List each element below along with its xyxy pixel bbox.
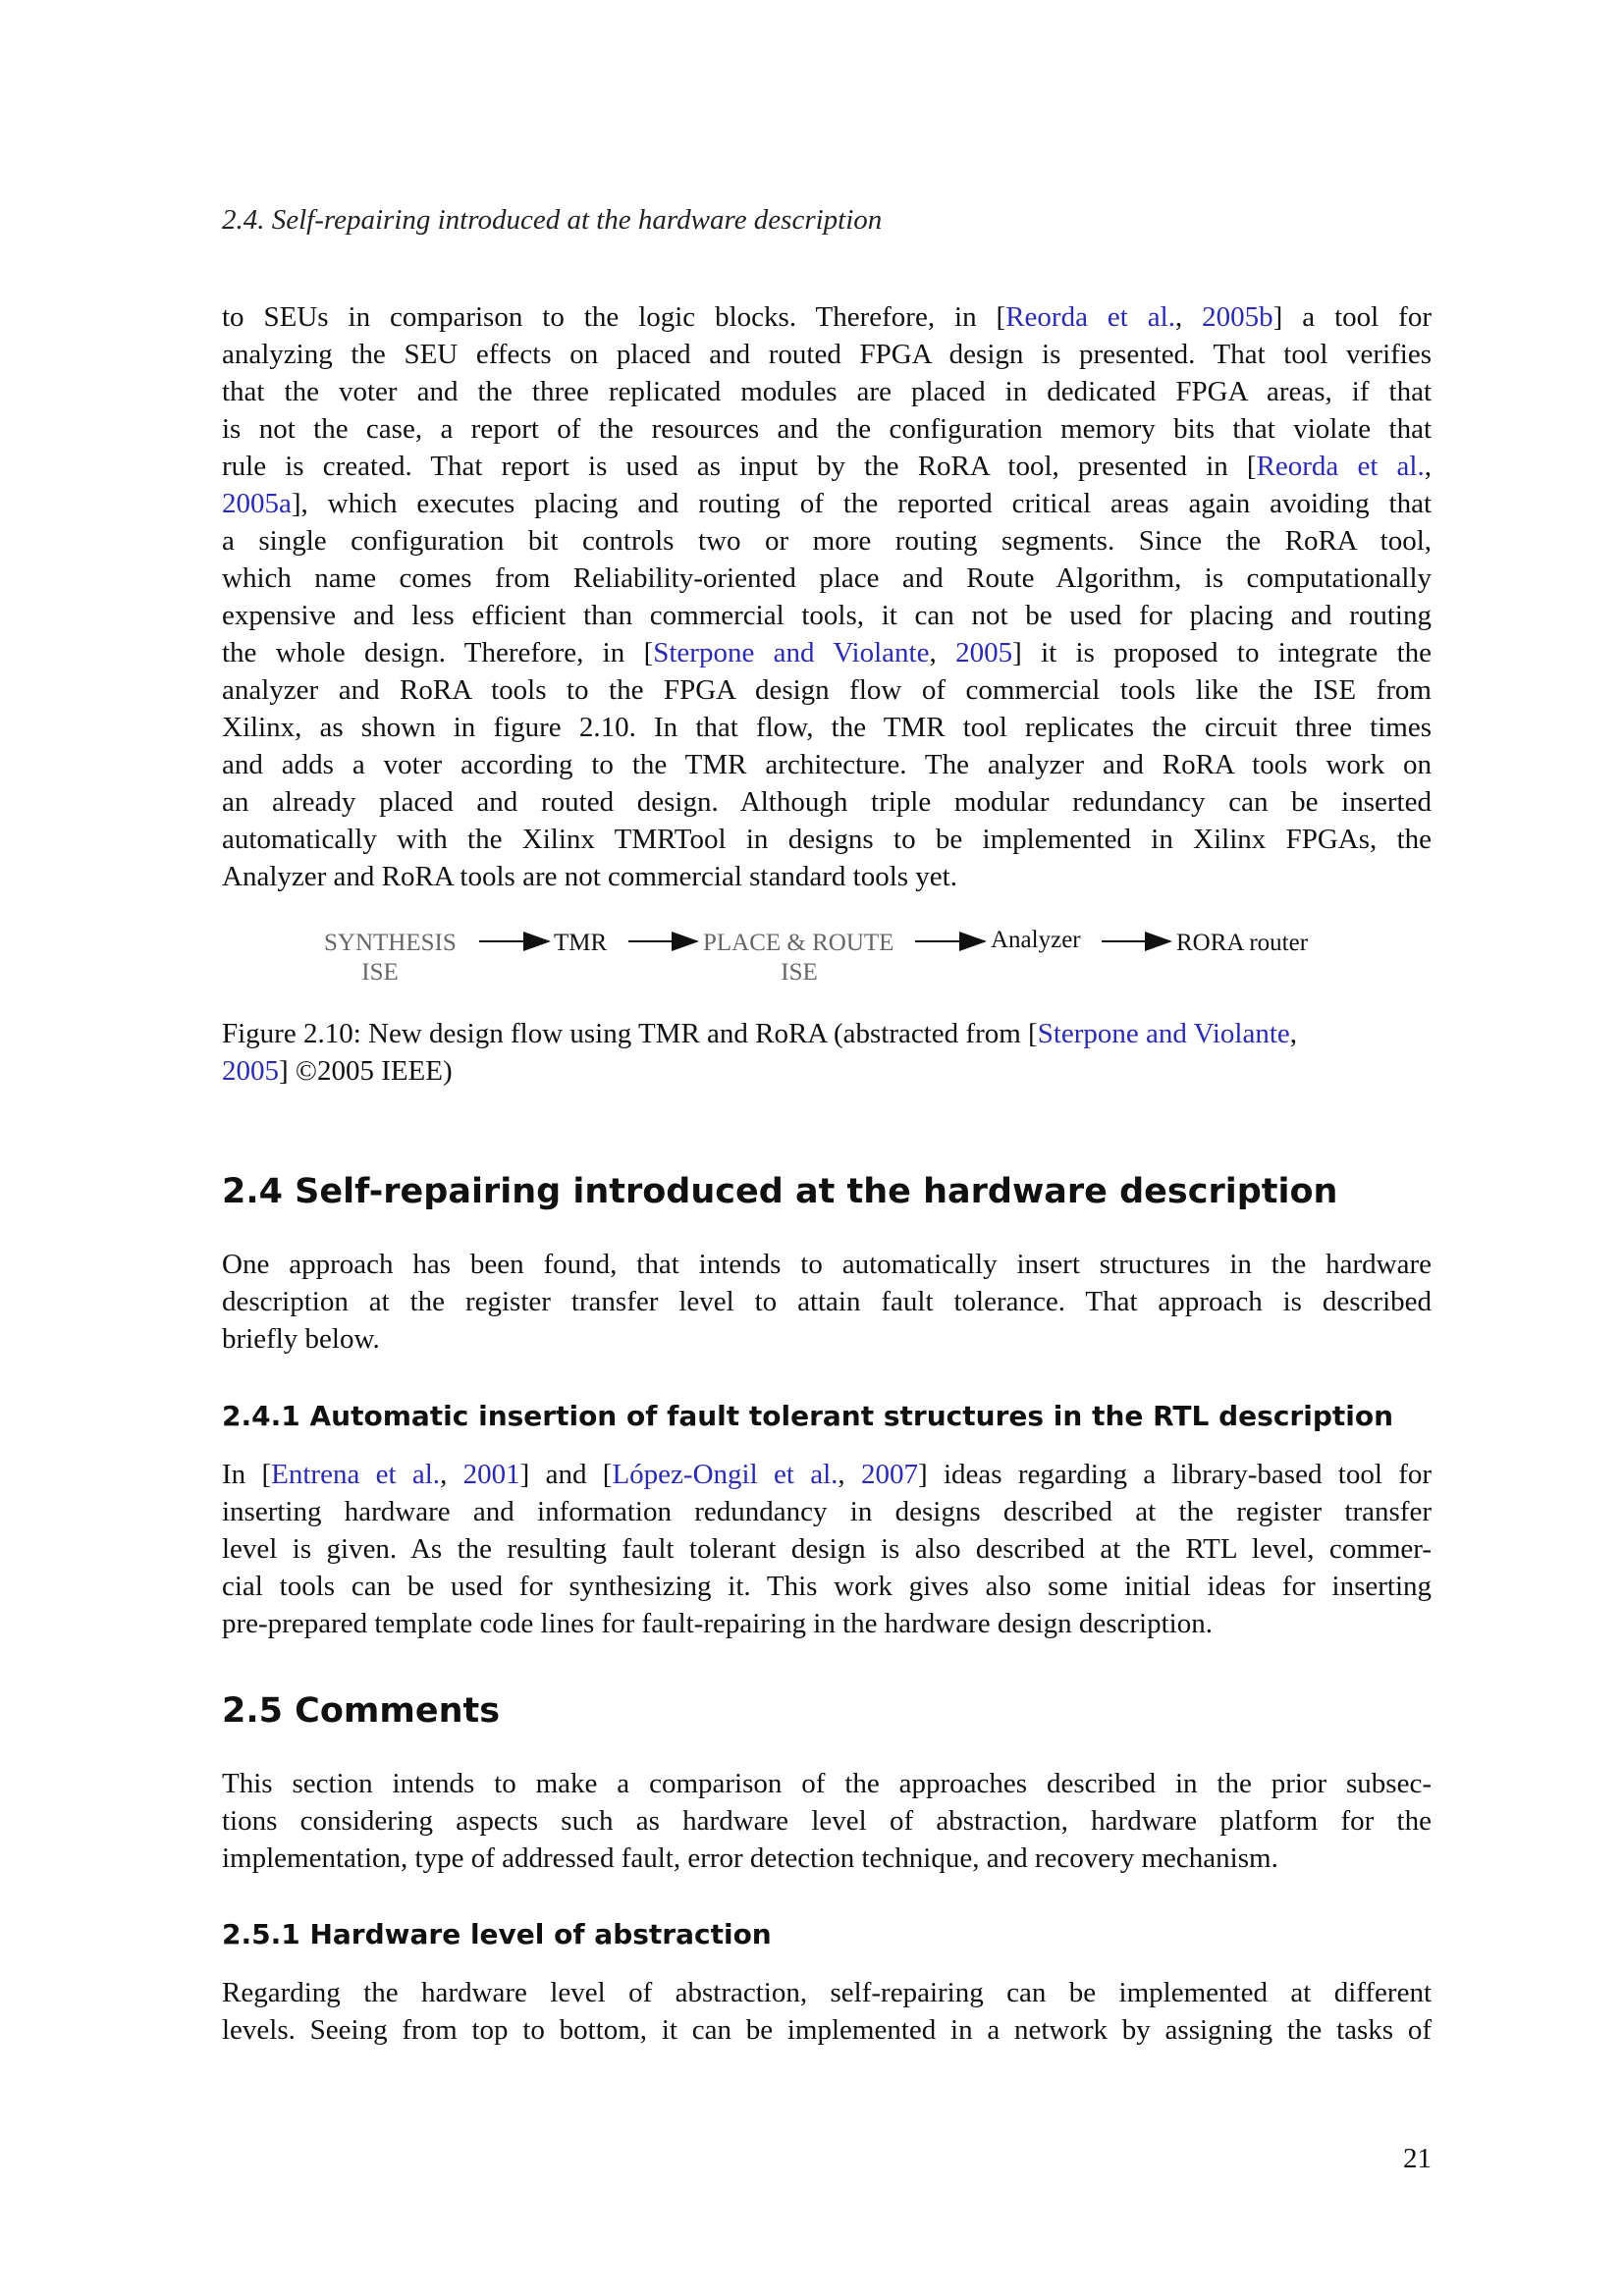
section-paragraph	[222, 1246, 1432, 1358]
text-line: to SEUs in comparison to the logic blocks. Therefore, in [Reorda et al., 2005b] a tool for	[222, 301, 1432, 333]
text-line: the whole design. Therefore, in [Sterpone and Violante, 2005] it is proposed to integrate the	[222, 637, 1432, 668]
text-line: and adds a voter according to the TMR architecture. The analyzer and RoRA tools work on	[222, 749, 1432, 780]
citation-link[interactable]: Sterpone and Violante	[653, 637, 930, 668]
text-line: level is given. As the resulting fault tolerant design is also described at the RTL level, commer-	[222, 1533, 1432, 1565]
caption-line: 2005] ©2005 IEEE)	[222, 1055, 453, 1087]
section-heading: 2.4 Self-repairing introduced at the hardware description	[222, 1172, 1338, 1211]
flow-diagram	[222, 923, 1432, 991]
text-line: a single configuration bit controls two or more routing segments. Since the RoRA tool,	[222, 525, 1432, 557]
subsection-heading: 2.5.1 Hardware level of abstraction	[222, 1918, 772, 1950]
text-line: In [Entrena et al., 2001] and [López-Ongil et al., 2007] ideas regarding a library-based tool for	[222, 1459, 1433, 1490]
text-line: Analyzer and RoRA tools are not commercial standard tools yet.	[222, 861, 957, 892]
citation-link[interactable]: Entrena et al.	[271, 1459, 441, 1490]
citation-year-link[interactable]: 2005	[222, 1055, 279, 1087]
text-line: automatically with the Xilinx TMRTool in designs to be implemented in Xilinx FPGAs, the	[222, 824, 1432, 855]
text-line: 2005a], which executes placing and routing of the reported critical areas again avoiding that	[222, 488, 1432, 519]
citation-link[interactable]: Reorda et al.	[1256, 451, 1425, 482]
section-paragraph	[222, 1765, 1432, 1877]
text-line: pre-prepared template code lines for fault-repairing in the hardware design description.	[222, 1608, 1213, 1639]
figure-caption	[222, 1015, 1432, 1090]
citation-year-link[interactable]: 2005b	[1202, 301, 1273, 333]
citation-link[interactable]: Reorda et al.	[1005, 301, 1175, 333]
citation-year-link[interactable]: 2005	[955, 637, 1013, 668]
step-synthesis: SYNTHESIS	[324, 930, 457, 956]
text-line: One approach has been found, that intends to automatically insert structures in the hardware	[222, 1249, 1432, 1280]
text-line: cial tools can be used for synthesizing it. This work gives also some initial ideas for inserting	[222, 1571, 1432, 1602]
text-line: analyzing the SEU effects on placed and routed FPGA design is presented. That tool verifies	[222, 339, 1432, 370]
citation-year-link[interactable]: 2007	[860, 1459, 918, 1490]
intro-paragraph	[222, 298, 1432, 895]
caption-line: Figure 2.10: New design flow using TMR and RoRA (abstracted from [Sterpone and Violante,	[222, 1018, 1298, 1049]
text-line: inserting hardware and information redundancy in designs described at the register transfer	[222, 1496, 1432, 1527]
text-line: an already placed and routed design. Although triple modular redundancy can be inserted	[222, 786, 1432, 818]
text-line: This section intends to make a comparison of the approaches described in the prior subsec-	[222, 1768, 1432, 1799]
step-rora-router: RORA router	[1176, 930, 1309, 956]
citation-year-link[interactable]: 2001	[462, 1459, 520, 1490]
text-line: expensive and less efficient than commercial tools, it can not be used for placing and routing	[222, 600, 1432, 631]
subsection-paragraph	[222, 1974, 1432, 2049]
subsection-heading: 2.4.1 Automatic insertion of fault tolerant structures in the RTL description	[222, 1400, 1394, 1432]
text-line: rule is created. That report is used as input by the RoRA tool, presented in [Reorda et al.,	[222, 451, 1432, 482]
citation-link[interactable]: Sterpone and Violante	[1037, 1018, 1290, 1049]
step-tmr: TMR	[554, 930, 608, 956]
text-line: briefly below.	[222, 1323, 380, 1355]
text-line: which name comes from Reliability-oriented place and Route Algorithm, is computationally	[222, 562, 1432, 594]
subsection-paragraph	[222, 1456, 1432, 1642]
step-place-route: PLACE & ROUTE	[703, 930, 894, 956]
text-line: description at the register transfer level to attain fault tolerance. That approach is described	[222, 1286, 1432, 1317]
step-place-route-tool: ISE	[781, 959, 818, 986]
text-line: tions considering aspects such as hardware level of abstraction, hardware platform for the	[222, 1805, 1432, 1837]
text-line: Xilinx, as shown in figure 2.10. In that flow, the TMR tool replicates the circuit three times	[222, 712, 1432, 743]
running-header: 2.4. Self-repairing introduced at the hardware description	[222, 204, 883, 236]
step-analyzer: Analyzer	[991, 927, 1081, 953]
citation-link[interactable]: López-Ongil et al.	[612, 1459, 839, 1490]
text-line: is not the case, a report of the resources and the configuration memory bits that violate that	[222, 413, 1432, 445]
text-line: implementation, type of addressed fault, error detection technique, and recovery mechanism.	[222, 1842, 1278, 1874]
page-number: 21	[1403, 2143, 1432, 2174]
section-heading: 2.5 Comments	[222, 1691, 501, 1731]
page	[222, 0, 1432, 2296]
text-line: analyzer and RoRA tools to the FPGA design flow of commercial tools like the ISE from	[222, 674, 1432, 706]
design-flow-figure	[222, 923, 1432, 991]
text-line: levels. Seeing from top to bottom, it can be implemented in a network by assigning the tasks of	[222, 2014, 1432, 2046]
citation-year-link[interactable]: 2005a	[222, 488, 292, 519]
text-line: Regarding the hardware level of abstraction, self-repairing can be implemented at different	[222, 1977, 1432, 2008]
text-line: that the voter and the three replicated modules are placed in dedicated FPGA areas, if that	[222, 376, 1432, 407]
step-synthesis-tool: ISE	[361, 959, 399, 986]
